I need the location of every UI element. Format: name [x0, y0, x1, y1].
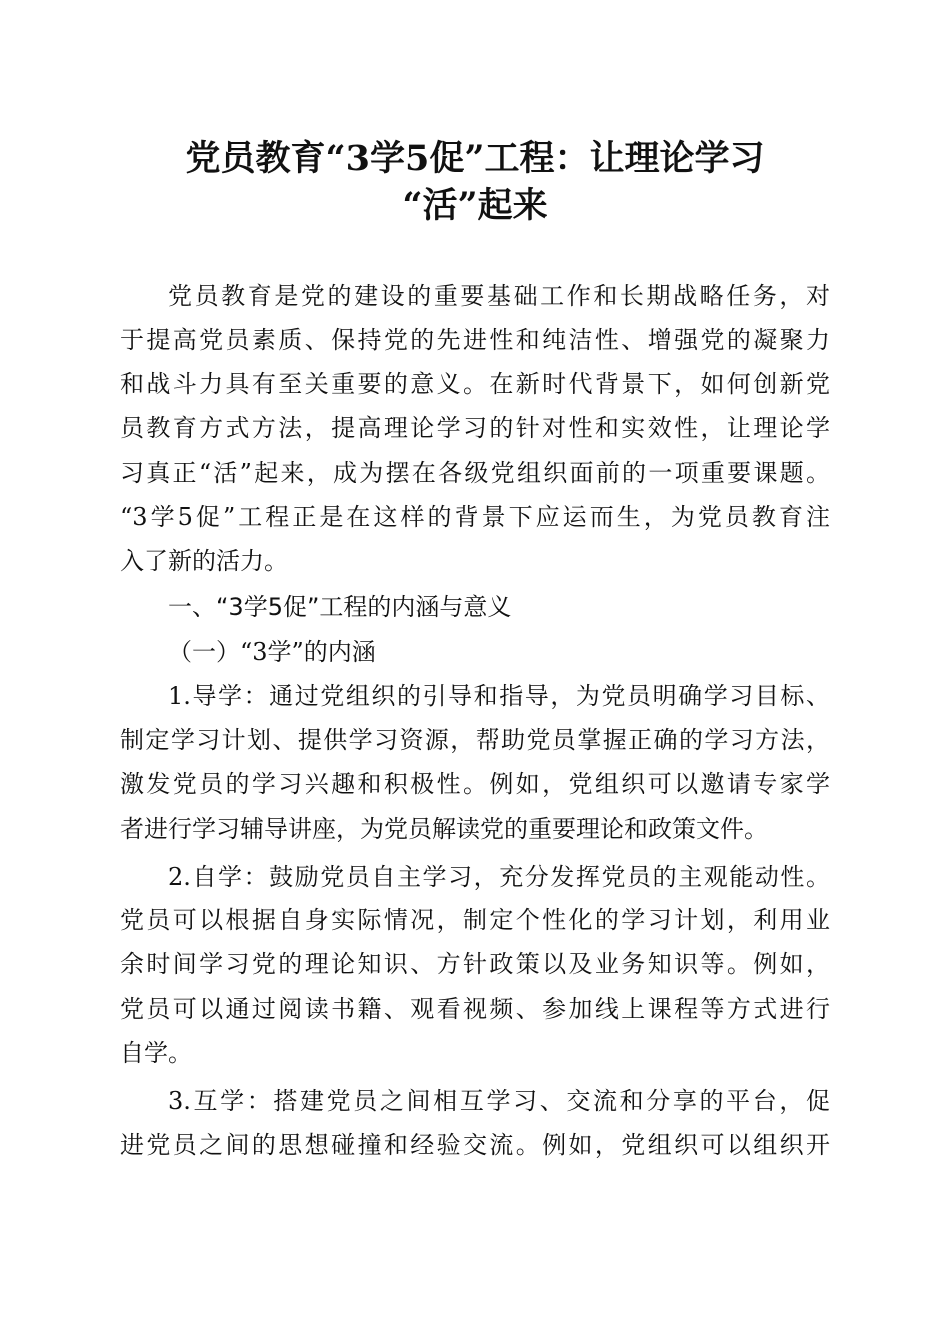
item-1-line: 制定学习计划、提供学习资源，帮助党员掌握正确的学习方法， [120, 726, 830, 754]
item-3-line: 3.互学：搭建党员之间相互学习、交流和分享的平台，促 [168, 1087, 830, 1115]
item-2-line: 2.自学：鼓励党员自主学习，充分发挥党员的主观能动性。 [168, 863, 830, 891]
item-1-line: 激发党员的学习兴趣和积极性。例如，党组织可以邀请专家学 [120, 770, 830, 798]
intro-line: 和战斗力具有至关重要的意义。在新时代背景下，如何创新党 [120, 370, 830, 398]
intro-line: 于提高党员素质、保持党的先进性和纯洁性、增强党的凝聚力 [120, 326, 830, 354]
document-title-line-2: “活”起来 [402, 185, 548, 226]
intro-line: 入了新的活力。 [120, 547, 288, 575]
intro-line: 员教育方式方法，提高理论学习的针对性和实效性，让理论学 [120, 414, 830, 442]
subsection-heading: （一）“3学”的内涵 [168, 638, 376, 666]
intro-line: 党员教育是党的建设的重要基础工作和长期战略任务，对 [168, 282, 830, 310]
item-2-line: 党员可以通过阅读书籍、观看视频、参加线上课程等方式进行 [120, 995, 830, 1023]
intro-line: 习真正“活”起来，成为摆在各级党组织面前的一项重要课题。 [120, 459, 830, 487]
item-1-line: 1.导学：通过党组织的引导和指导，为党员明确学习目标、 [168, 682, 830, 710]
item-1-line: 者进行学习辅导讲座，为党员解读党的重要理论和政策文件。 [120, 815, 768, 843]
item-2-line: 余时间学习党的理论知识、方针政策以及业务知识等。例如， [120, 950, 830, 978]
section-heading: 一、“3学5促”工程的内涵与意义 [168, 593, 512, 621]
item-3-line: 进党员之间的思想碰撞和经验交流。例如，党组织可以组织开 [120, 1131, 830, 1159]
intro-line: “3学5促”工程正是在这样的背景下应运而生，为党员教育注 [120, 503, 830, 531]
item-2-line: 党员可以根据自身实际情况，制定个性化的学习计划，利用业 [120, 906, 830, 934]
document-title-line-1: 党员教育“3学5促”工程：让理论学习 [185, 138, 765, 179]
item-2-line: 自学。 [120, 1039, 192, 1067]
